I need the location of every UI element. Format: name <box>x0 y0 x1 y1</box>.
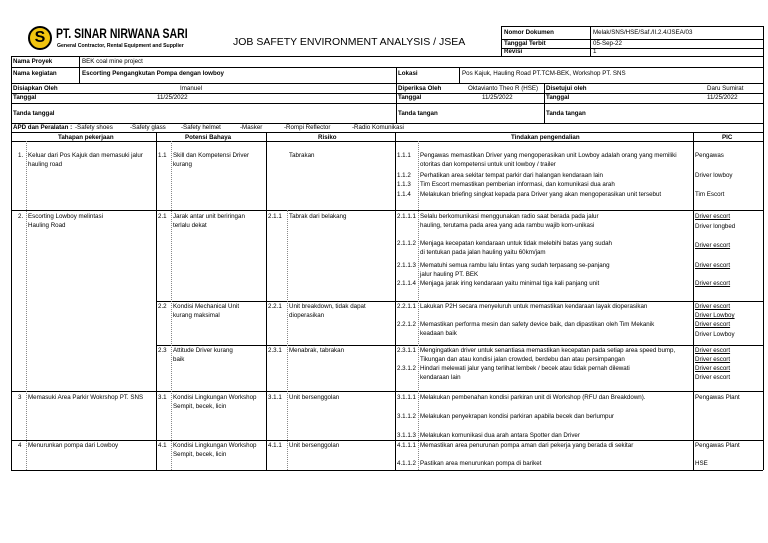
row2-t6-pic2: Driver Lowboy <box>695 331 735 338</box>
row2-tahapan: Escorting Lowboy melintasi Hauling Road <box>28 213 103 229</box>
ppe-item-safety-helmet: -Safety helmet <box>181 124 221 131</box>
header-pic: PIC <box>722 134 733 141</box>
ppe-item-reflector: -Rompi Reflector <box>284 124 331 131</box>
row2-t8-pic2: Driver escort <box>695 374 731 381</box>
row2-potensi2: Kondisi Mechanical Unit kurang maksimal <box>173 303 240 319</box>
date3-label: Tanggal <box>546 94 570 101</box>
row2-potensi3: Attitude Driver kurang baik <box>173 347 233 363</box>
row2-t5-number: 2.2.1.1 <box>397 303 416 310</box>
row2-t8-text: Hindari melewati jalur yang terlihat lembek / becek atau tidak pernah dilewati kendaraan lain <box>420 365 630 381</box>
signature-date-label: Tanda tanggal <box>13 110 55 117</box>
row2-risiko3-number: 2.3.1 <box>268 347 282 354</box>
row4-t1-pic: Pengawas Plant <box>695 442 740 449</box>
row2-t3-number: 2.1.1.3 <box>397 262 416 269</box>
row4-t2-pic: HSE <box>695 460 708 467</box>
doc-number-label: Nomor Dokumen <box>504 29 554 36</box>
row1-t2-number: 1.1.2 <box>397 172 411 179</box>
approved-by-label: Disetujui oleh <box>546 85 587 92</box>
row1-t4-number: 1.1.4 <box>397 191 411 198</box>
row2-potensi2-number: 2.2 <box>158 303 167 310</box>
date2-value: 11/25/2022 <box>482 94 513 101</box>
checked-by-value: Oktavianto Theo R (HSE) <box>468 85 539 92</box>
row2-t3-pic: Driver escort <box>695 262 731 269</box>
row2-t7-pic2: Driver escort <box>695 356 731 363</box>
prepared-by-label: Disiapkan Oleh <box>13 85 58 92</box>
row1-t4-text: Melakukan briefing singkat kepada para Driver yang akan mengoperasikan unit tersebut <box>420 191 662 198</box>
ppe-item-safety-shoes: -Safety shoes <box>75 124 113 131</box>
row2-t6-text: Memastikan performa mesin dan safety device baik, dan dipastikan oleh Tim Mekanik keadaan baik <box>420 321 655 337</box>
revision-value: 1 <box>593 48 597 55</box>
company-tagline: General Contractor, Rental Equipment and Supplier <box>57 43 184 49</box>
row1-t3-text: Tim Escort memastikan pemberian informasi, dan komunikasi dua arah <box>420 181 615 188</box>
row2-t6-pic: Driver escort <box>695 321 731 328</box>
row3-potensi-number: 3.1 <box>158 394 167 401</box>
row2-t8-pic: Driver escort <box>695 365 731 372</box>
row2-potensi1: Jarak antar unit beriringan terlalu dekat <box>173 213 245 229</box>
row2-risiko2: Unit breakdown, tidak dapat dioperasikan <box>289 303 366 319</box>
row2-risiko3: Menabrak, tabrakan <box>289 347 345 354</box>
row3-t3-number: 3.1.1.3 <box>397 432 416 439</box>
date2-label: Tanggal <box>398 94 422 101</box>
row2-t7-number: 2.3.1.1 <box>397 347 416 354</box>
row3-t1-pic: Pengawas Plant <box>695 394 740 401</box>
row1-risiko: Tabrakan <box>289 152 315 159</box>
ppe-item-safety-glass: -Safety glass <box>130 124 166 131</box>
row4-risiko-number: 4.1.1 <box>268 442 282 449</box>
checked-by-label: Diperiksa Oleh <box>398 85 442 92</box>
row3-t2-number: 3.1.1.2 <box>397 413 416 420</box>
row1-t1-number: 1.1.1 <box>397 152 411 159</box>
row4-t2-number: 4.1.1.2 <box>397 460 416 467</box>
document-title: JOB SAFETY ENVIRONMENT ANALYSIS / JSEA <box>233 36 466 48</box>
activity-name-value: Escorting Pengangkutan Pompa dengan lowboy <box>82 70 224 77</box>
row3-t3-text: Melakukan komunikasi dua arah antara Spotter dan Driver <box>420 432 580 439</box>
header-tahapan: Tahapan pekerjaan <box>58 134 114 141</box>
row2-t2-number: 2.1.1.2 <box>397 240 416 247</box>
prepared-by-value: Imanuel <box>180 85 203 92</box>
row4-number: 4 <box>18 442 22 449</box>
row2-t3-text: Mematuhi semua rambu lalu lintas yang sudah terpasang se-panjang jalur hauling PT. BEK <box>420 262 610 278</box>
row2-t4-pic: Driver escort <box>695 280 731 287</box>
row2-t8-number: 2.3.1.2 <box>397 365 416 372</box>
signature1-label: Tanda tangan <box>398 110 438 117</box>
issue-date-label: Tanggal Terbit <box>504 40 546 47</box>
company-logo: S <box>28 26 52 50</box>
row2-t4-number: 2.1.1.4 <box>397 280 416 287</box>
row2-t7-pic: Driver escort <box>695 347 731 354</box>
row2-t5-text: Lakukan P2H secara menyeluruh untuk memastikan kendaraan layak dioperasikan <box>420 303 648 310</box>
row1-t2-pic: Driver lowboy <box>695 172 733 179</box>
row2-t1-pic2: Driver longbed <box>695 223 736 230</box>
project-name-value: BEK coal mine project <box>82 58 143 65</box>
row3-t1-text: Melakukan pembenahan kondisi parkiran unit di Workshop (RFU dan Breakdown). <box>420 394 646 401</box>
location-label: Lokasi <box>398 70 418 77</box>
row1-t1-text: Pengawas memastikan Driver yang mengoperasikan unit Lowboy adalah orang yang memiliki otoritas dan kompetensi untuk unit lowboy / trailer <box>420 152 677 168</box>
row2-potensi1-number: 2.1 <box>158 213 167 220</box>
date3-value: 11/25/2022 <box>707 94 738 101</box>
row2-risiko1-number: 2.1.1 <box>268 213 282 220</box>
row2-t6-number: 2.2.1.2 <box>397 321 416 328</box>
row2-t2-text: Menjaga kecepatan kendaraan untuk tidak melebihi batas yang sudah di tentukan pada jalan hauling yaitu 60km/jam <box>420 240 612 256</box>
row1-number: 1. <box>18 152 24 159</box>
row2-t7-text: Mengingatkan driver untuk senantiasa memastikan kecepatan pada setiap area speed bump, Tikungan dan atau kondisi jalan crowded, berdebu dan atau persimpangan <box>420 347 676 363</box>
company-name: PT. SINAR NIRWANA SARI <box>56 26 188 41</box>
row1-potensi-number: 1.1 <box>158 152 167 159</box>
row3-risiko: Unit bersenggolan <box>289 394 340 401</box>
row3-potensi: Kondisi Lingkungan Workshop Sempit, becek, licin <box>173 394 257 410</box>
row1-t2-text: Perhatikan area sekitar tempat parkir dari halangan kendaraan lain <box>420 172 603 179</box>
ppe-label: APD dan Peralatan : <box>13 124 73 131</box>
signature2-label: Tanda tangan <box>546 110 586 117</box>
row4-risiko: Unit bersenggolan <box>289 442 340 449</box>
approved-by-value: Daru Sumirat <box>707 85 744 92</box>
header-risiko: Risiko <box>318 134 337 141</box>
location-value: Pos Kajuk, Hauling Road PT.TCM-BEK, Workshop PT. SNS <box>462 70 626 77</box>
header-potensi: Potensi Bahaya <box>185 134 232 141</box>
issue-date-value: 05-Sep-22 <box>593 40 622 47</box>
row2-t1-pic: Driver escort <box>695 213 731 220</box>
row2-risiko1: Tabrak dari belakang <box>289 213 347 220</box>
doc-number-value: Melak/SNS/HSE/Saf./II.2.4/JSEA/03 <box>593 29 693 36</box>
row1-t3-number: 1.1.3 <box>397 181 411 188</box>
row3-tahapan: Memasuki Area Parkir Wokrshop PT. SNS <box>28 394 144 401</box>
row3-number: 3 <box>18 394 22 401</box>
row4-tahapan: Menurunkan pompa dari Lowboy <box>28 442 119 449</box>
ppe-item-masker: -Masker <box>240 124 263 131</box>
row3-t2-text: Melakukan penyekrapan kondisi parkiran apabila becek dan berlumpur <box>420 413 614 420</box>
row1-tahapan: Keluar dari Pos Kajuk dan memasuki jalur hauling road <box>28 152 143 168</box>
row4-potensi-number: 4.1 <box>158 442 167 449</box>
row2-number: 2. <box>18 213 24 220</box>
row1-t1-pic: Pengawas <box>695 152 724 159</box>
activity-name-label: Nama kegiatan <box>13 70 57 77</box>
row2-potensi3-number: 2.3 <box>158 347 167 354</box>
row4-t1-text: Memastikan area penurunan pompa aman dari pekerja yang berada di sekitar <box>420 442 634 449</box>
project-name-label: Nama Proyek <box>13 58 53 65</box>
row2-t4-text: Menjaga jarak iring kendaraan yaitu minimal tiga kali panjang unit <box>420 280 600 287</box>
row4-t1-number: 4.1.1.1 <box>397 442 416 449</box>
ppe-item-radio: -Radio Komunikasi <box>352 124 404 131</box>
row2-t5-pic2: Driver Lowboy <box>695 312 735 319</box>
date-value: 11/25/2022 <box>157 94 188 101</box>
row2-t5-pic: Driver escort <box>695 303 731 310</box>
row2-risiko2-number: 2.2.1 <box>268 303 282 310</box>
revision-label: Revisi <box>504 48 523 55</box>
row4-potensi: Kondisi Lingkungan Workshop Sempit, becek, licin <box>173 442 257 458</box>
row3-risiko-number: 3.1.1 <box>268 394 282 401</box>
row2-t1-text: Selalu berkomunikasi menggunakan radio saat berada pada jalur hauling, terutama pada area yang ada rambu wajib kom-unikasi <box>420 213 599 229</box>
row1-t4-pic: Tim Escort <box>695 191 725 198</box>
row4-t2-text: Pastikan area menurunkan pompa di bariket <box>420 460 542 467</box>
date-label: Tanggal <box>13 94 37 101</box>
row2-t1-number: 2.1.1.1 <box>397 213 416 220</box>
row3-t1-number: 3.1.1.1 <box>397 394 416 401</box>
row2-t2-pic: Driver escort <box>695 242 731 249</box>
header-tindakan: Tindakan pengendalian <box>511 134 580 141</box>
row1-potensi: Skill dan Kompetensi Driver kurang <box>173 152 249 168</box>
